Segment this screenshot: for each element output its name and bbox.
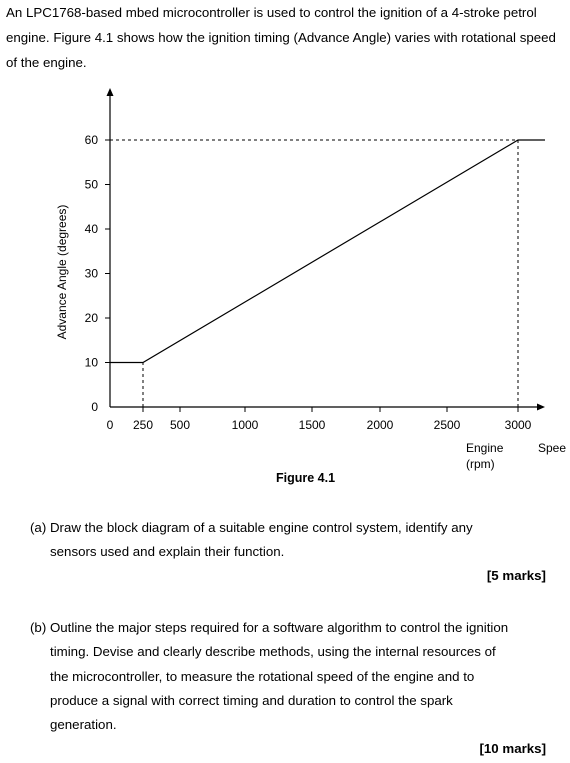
y-tick-label: 20 [84,311,98,325]
question-b-line-3: the microcontroller, to measure the rotational speed of the engine and to [50,668,475,684]
x-axis-label-engine: Engine [466,441,504,455]
y-axis-arrow [107,88,114,96]
x-axis-label-units: (rpm) [466,457,495,471]
x-tick-label: 250 [132,418,154,432]
y-axis-label: Advance Angle (degrees) [55,204,69,340]
chart-guides [110,140,518,407]
x-tick-label: 2000 [366,418,394,432]
x-tick-label: 3000 [504,418,532,432]
x-tick-label: 1000 [231,418,259,432]
question-a-line-1: (a) Draw the block diagram of a suitable engine control system, identify any [30,520,473,535]
chart-series [110,140,545,363]
x-axis-label-speed: Spee [538,441,567,455]
x-axis-arrow [537,404,545,411]
intro-paragraph: An LPC1768-based mbed microcontroller is used to control the ignition of a 4-stroke petrol engine. Figure 4.1 shows how the ignition timing (Advance Angle) varies with rotational speed of the engine. [6,5,556,70]
y-tick-label: 40 [84,222,98,236]
x-axis-ticks [107,407,532,432]
question-a-line-2: sensors used and explain their function. [50,544,285,560]
question-b-line-5: generation. [50,717,117,733]
figure-caption: Figure 4.1 [276,471,336,485]
question-a [30,516,550,565]
y-tick-label: 10 [84,355,98,370]
series-line [110,140,545,363]
question-b [30,616,550,737]
x-tick-label: 1500 [298,418,326,432]
chart-axes [107,88,546,411]
question-b-marks: [10 marks] [479,741,546,756]
y-tick-label: 50 [84,177,98,192]
question-b-line-2: timing. Devise and clearly describe methods, using the internal resources of [50,644,496,660]
y-axis-ticks [85,133,110,414]
x-tick-label: 0 [106,418,114,432]
question-b-line-4: produce a signal with correct timing and duration to control the spark [50,692,453,708]
y-tick-label: 30 [84,266,98,281]
y-tick-label: 0 [91,400,98,414]
y-tick-label: 60 [84,133,98,147]
x-tick-label: 2500 [433,418,461,432]
question-a-marks: [5 marks] [486,568,546,583]
question-b-line-1: (b) Outline the major steps required for a software algorithm to control the ignition [30,620,509,635]
x-tick-label: 500 [169,418,191,432]
